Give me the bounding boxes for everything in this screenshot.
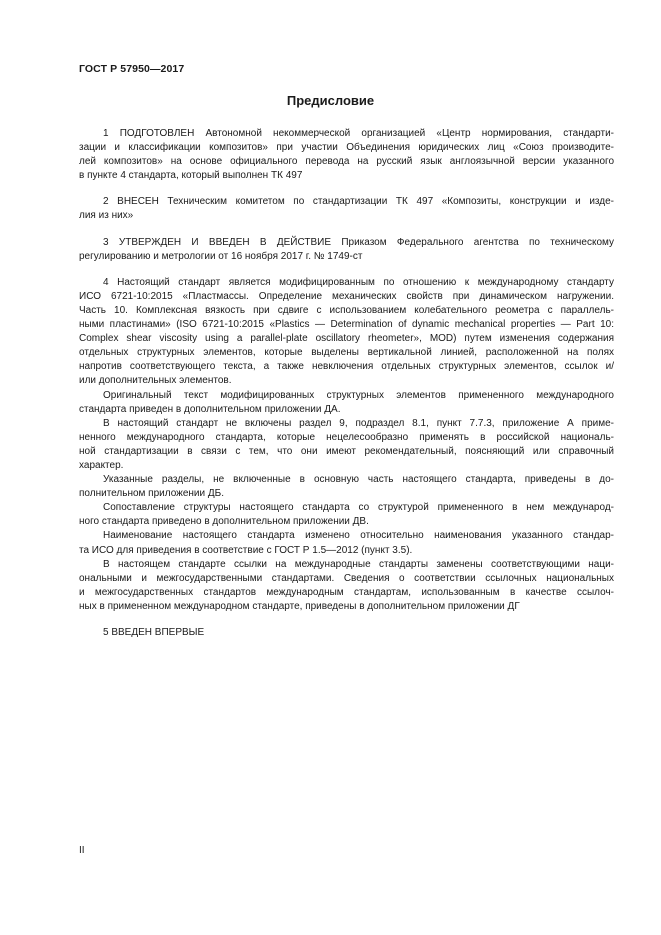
text-line: напротив соответствующего текста, а также невключения отдельных структурных элементов, ссылок и/ bbox=[79, 361, 614, 373]
text-line: ных в примененном международном стандарте, приведены в дополнительном приложении ДГ bbox=[79, 600, 520, 612]
paragraph-4-sub-3 bbox=[79, 473, 614, 501]
paragraph-4-sub-1 bbox=[79, 389, 614, 417]
text-line: В настоящем стандарте ссылки на международные стандарты заменены соответствующими наци- bbox=[103, 558, 614, 570]
paragraph-5 bbox=[79, 626, 614, 640]
text-line: стандарта приведен в дополнительном приложении ДА. bbox=[79, 403, 341, 415]
text-line: ональными и межгосударственными стандартами. Сведения о соответствии ссылочных национальных bbox=[79, 572, 614, 584]
paragraph-4-sub-6 bbox=[79, 558, 614, 614]
text-line: 4 Настоящий стандарт является модифицированным по отношению к международному стандарту bbox=[103, 276, 614, 288]
text-line: полнительном приложении ДБ. bbox=[79, 488, 224, 500]
text-line: ИСО 6721-10:2015 «Пластмассы. Определение механических свойств при динамическом нагружении. bbox=[79, 290, 614, 302]
text-line: Указанные разделы, не включенные в основную часть настоящего стандарта, приведены в до- bbox=[103, 474, 614, 486]
paragraph-4-sub-4 bbox=[79, 501, 614, 529]
text-line: характер. bbox=[79, 459, 124, 471]
paragraph-3 bbox=[79, 236, 614, 264]
text-line: Сопоставление структуры настоящего стандарта со структурой примененного в нем международ- bbox=[103, 502, 614, 514]
text-line: регулированию и метрологии от 16 ноября 2017 г. № 1749-ст bbox=[79, 250, 363, 262]
text-line: 3 УТВЕРЖДЕН И ВВЕДЕН В ДЕЙСТВИЕ Приказом Федерального агентства по техническому bbox=[103, 236, 614, 248]
paragraph-4-sub-5 bbox=[79, 529, 614, 557]
text-line: ными пластинами» (ISO 6721-10:2015 «Plastics — Determination of dynamic mechanical properties — Part 10: bbox=[79, 319, 614, 331]
document-code: ГОСТ Р 57950—2017 bbox=[79, 63, 185, 75]
section-title: Предисловие bbox=[286, 93, 375, 108]
paragraph-4-sub-2 bbox=[79, 417, 614, 473]
text-line: в пункте 4 стандарта, который выполнен ТК 497 bbox=[79, 170, 303, 182]
text-line: 1 ПОДГОТОВЛЕН Автономной некоммерческой организацией «Центр нормирования, стандарти- bbox=[103, 128, 614, 139]
text-line: ненного международного стандарта, которые нецелесообразно применять в российской националь- bbox=[79, 431, 614, 443]
text-line: лей композитов» на основе официального перевода на русский язык англоязычной версии указанного bbox=[79, 156, 614, 168]
text-line: 2 ВНЕСЕН Техническим комитетом по стандартизации ТК 497 «Композиты, конструкции и изде- bbox=[103, 196, 614, 208]
text-line: Оригинальный текст модифицированных структурных элементов примененного международного bbox=[103, 389, 614, 401]
paragraph-2 bbox=[79, 195, 614, 223]
page-number: II bbox=[79, 845, 85, 856]
text-line: та ИСО для приведения в соответствие с ГОСТ Р 1.5—2012 (пункт 3.5). bbox=[79, 544, 413, 556]
text-line: ного стандарта приведено в дополнительном приложении ДВ. bbox=[79, 516, 369, 528]
foreword-body bbox=[79, 127, 614, 640]
text-line: и межгосударственных стандартов международным стандартам, использованным в качестве ссылоч- bbox=[79, 586, 614, 598]
text-line: ной стандартизации в связи с тем, что они имеют рекомендательный, поясняющий или справочный bbox=[79, 445, 614, 457]
text-line: лия из них» bbox=[79, 210, 134, 222]
text-line: отдельных структурных элементов, которые выделены вертикальной линией, расположенной на полях bbox=[79, 347, 614, 359]
text-line: Наименование настоящего стандарта изменено относительно наименования указанного стандар- bbox=[103, 530, 614, 542]
text-line: 5 ВВЕДЕН ВПЕРВЫЕ bbox=[103, 627, 205, 638]
text-line: Complex shear viscosity using a parallel-plate oscillatory rheometer», MOD) путем изменения содержания bbox=[79, 333, 614, 345]
paragraph-1 bbox=[79, 127, 614, 183]
paragraph-4 bbox=[79, 276, 614, 389]
text-line: Часть 10. Комплексная вязкость при сдвиге с использованием колебательного реометра с параллель- bbox=[79, 304, 614, 316]
text-line: зации и классификации композитов» при участии Объединения юридических лиц «Союз производите- bbox=[79, 142, 614, 154]
text-line: В настоящий стандарт не включены раздел 9, подраздел 8.1, пункт 7.7.3, приложение А приме- bbox=[103, 417, 614, 429]
text-line: или дополнительных элементов. bbox=[79, 375, 232, 387]
